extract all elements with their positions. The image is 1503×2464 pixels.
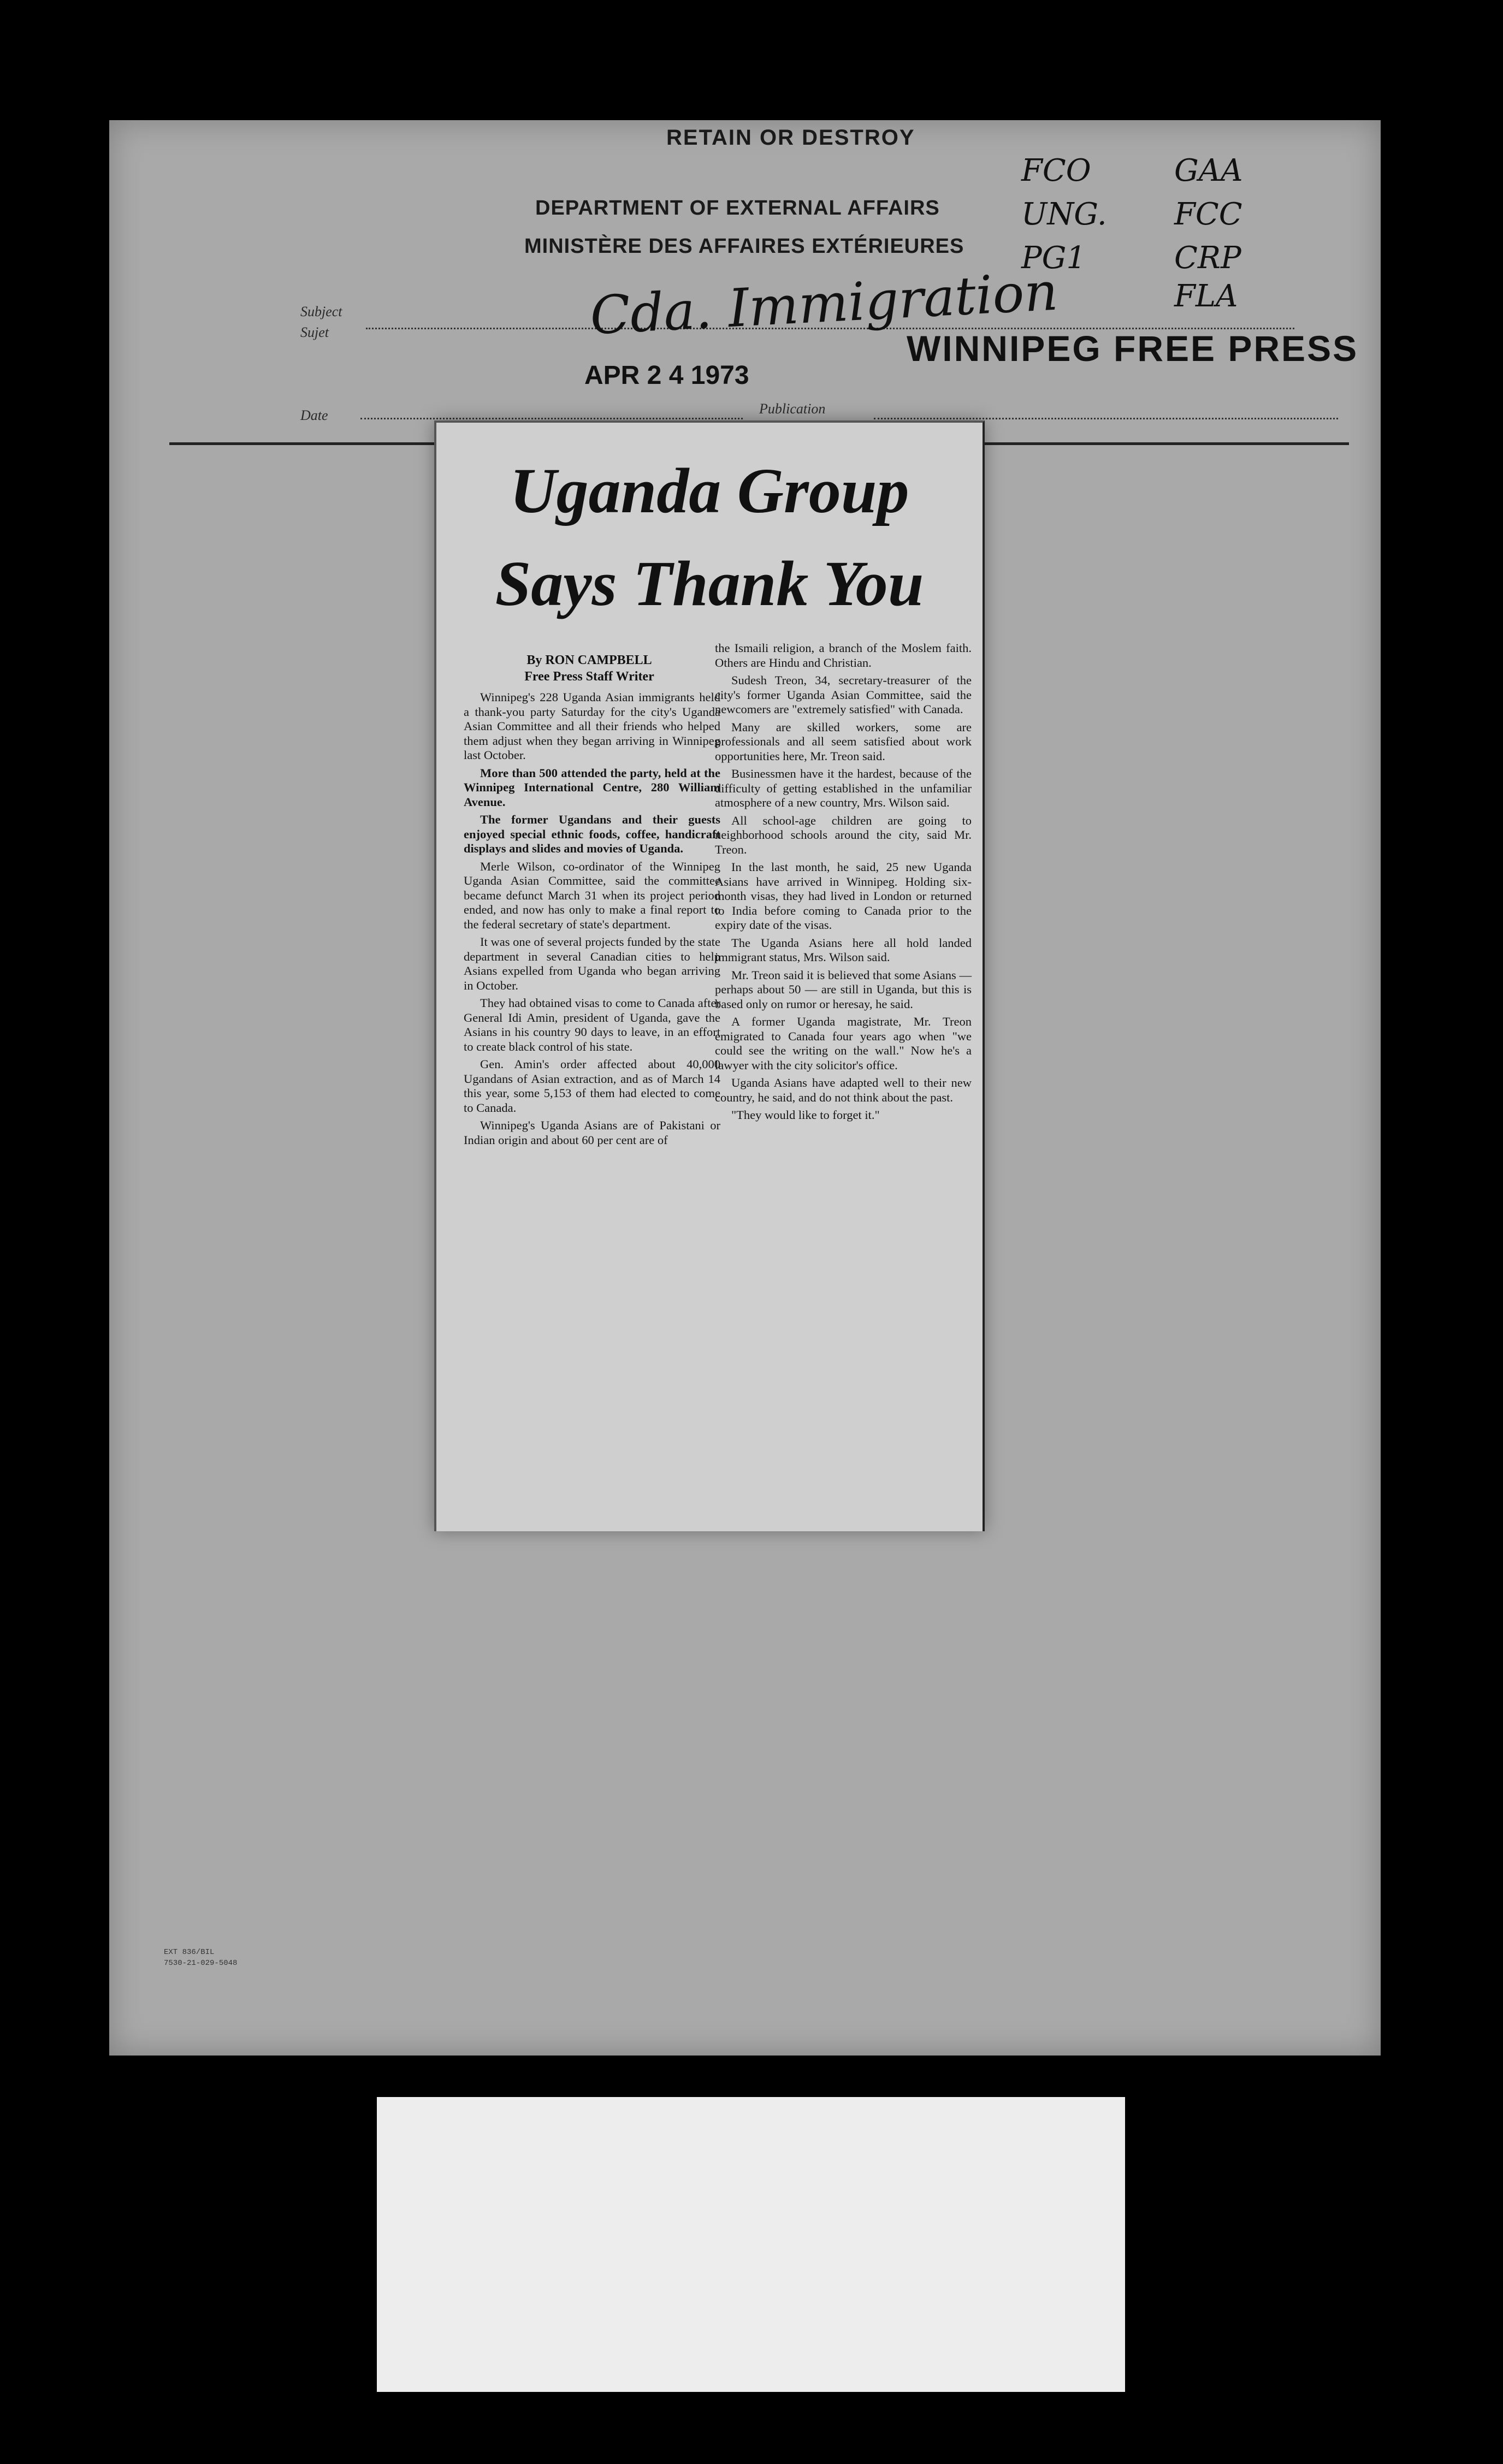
article-paragraph: Many are skilled workers, some are professionals and all seem satisfied about work opportunities here, Mr. Treon said. [715,720,972,763]
publication-stamp: WINNIPEG FREE PRESS [907,328,1359,369]
margin-note: UNG. [1021,197,1107,232]
article-paragraph: Businessmen have it the hardest, because of the difficulty of getting established in the unfamiliar atmosphere of a new country, Mrs. Wilson said. [715,767,972,809]
subject-label: Subject [300,304,342,319]
article-paragraph: Merle Wilson, co-ordinator of the Winnipeg Uganda Asian Committee, said the committee became defunct March 31 when its project period ended, and now has only to make a final report to the federal secretary of state's department. [464,859,720,931]
byline-role: Free Press Staff Writer [524,670,654,684]
article-paragraph: Winnipeg's Uganda Asians are of Pakistani or Indian origin and about 60 per cent are of [464,1118,720,1147]
margin-note: FCC [1174,197,1242,232]
byline-author: By RON CAMPBELL [526,653,652,667]
article-paragraph: The Uganda Asians here all hold landed immigrant status, Mrs. Wilson said. [715,935,972,964]
article-paragraph: Uganda Asians have adapted well to their new country, he said, and do not think about the past. [715,1076,972,1104]
article-paragraph: Mr. Treon said it is believed that some Asians — perhaps about 50 — are still in Uganda, but this is based only on rumor or heresay, he said. [715,968,972,1011]
article-paragraph: The former Ugandans and their guests enjoyed special ethnic foods, coffee, handicraft displays and slides and movies of Uganda. [464,813,720,855]
form-code [164,1947,237,1969]
date-label: Date [300,407,328,423]
date-line [360,418,743,419]
margin-note: CRP [1174,240,1241,276]
article-paragraph: It was one of several projects funded by the state department in several Canadian cities to help Asians expelled from Uganda who began arriving in October. [464,935,720,992]
sujet-label: Sujet [300,324,329,340]
article-paragraph: Sudesh Treon, 34, secretary-treasurer of the city's former Uganda Asian Committee, said the newcomers are "extremely satisfied" with Canada. [715,673,972,716]
newspaper-clipping [434,420,985,1531]
article-title-line: Uganda Group [510,455,909,526]
article-paragraph: All school-age children are going to neighborhood schools around the city, said Mr. Treon. [715,813,972,856]
retain-or-destroy-heading: RETAIN OR DESTROY [666,126,915,150]
margin-note: GAA [1174,153,1243,188]
article-paragraph: "They would like to forget it." [731,1108,880,1122]
article-byline [475,652,704,685]
margin-note: PG1 [1021,240,1086,276]
article-paragraph: Winnipeg's 228 Uganda Asian immigrants held a thank-you party Saturday for the city's Uganda Asian Committee and all their friends who helped them adjust when they began arriving in Winnipeg last October. [464,690,720,762]
department-name-french: MINISTÈRE DES AFFAIRES EXTÉRIEURES [524,235,964,258]
article-paragraph: A former Uganda magistrate, Mr. Treon emigrated to Canada four years ago when "we could see the writing on the wall." Now he's a lawyer with the city solicitor's office. [715,1015,972,1072]
article-paragraph: More than 500 attended the party, held at the Winnipeg International Centre, 280 William Avenue. [464,766,720,809]
publication-line [874,418,1338,419]
margin-note: FLA [1174,279,1238,314]
department-name-english: DEPARTMENT OF EXTERNAL AFFAIRS [535,197,940,220]
article-title-line: Says Thank You [495,548,924,619]
article-title [436,445,983,630]
article-column-right [715,641,972,1126]
subject-handwritten: Cda. Immigration [588,260,1060,347]
article-paragraph: In the last month, he said, 25 new Uganda Asians have arrived in Winnipeg. Holding six-month visas, they had lived in London or returned to India before coming to Canada prior to the expiry date of the visas. [715,860,972,932]
form-code-line: 7530-21-029-5048 [164,1959,238,1968]
article-paragraph: They had obtained visas to come to Canada after General Idi Amin, president of Uganda, gave the Asians in his country 90 days to leave, in an effort to create black control of his state. [464,996,720,1053]
form-code-line: EXT 836/BIL [164,1948,215,1957]
article-column-left [464,690,720,1151]
article-paragraph: the Ismaili religion, a branch of the Moslem faith. Others are Hindu and Christian. [715,641,972,670]
margin-note: FCO [1021,153,1091,188]
article-paragraph: Gen. Amin's order affected about 40,000 Ugandans of Asian extraction, and as of March 14 this year, some 5,153 of them had elected to come to Canada. [464,1057,720,1115]
blank-card [377,2097,1125,2392]
date-stamp: APR 2 4 1973 [584,361,749,390]
publication-label: Publication [759,401,826,417]
